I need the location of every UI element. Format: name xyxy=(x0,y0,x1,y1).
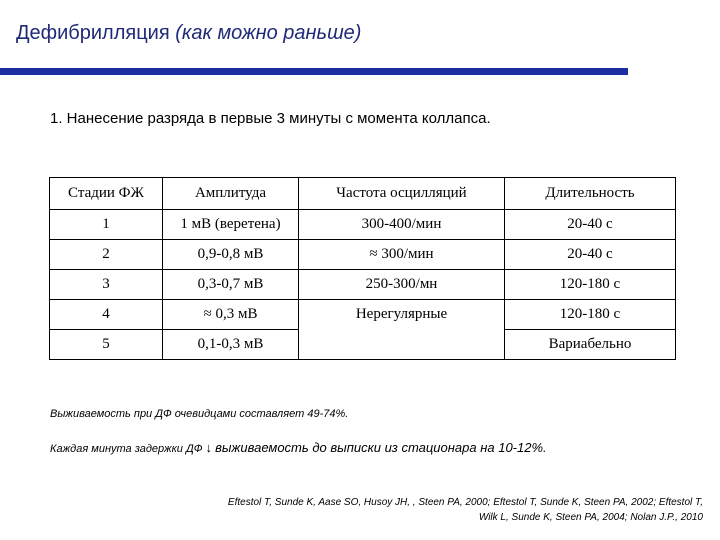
cell-amplitude: 0,3-0,7 мВ xyxy=(163,270,299,300)
cell-frequency: Нерегулярные xyxy=(299,300,505,330)
table-row xyxy=(50,300,676,330)
table-row xyxy=(50,240,676,270)
down-arrow-icon: ↓ xyxy=(205,440,213,455)
cell-amplitude: ≈ 0,3 мВ xyxy=(163,300,299,330)
vf-stages-table xyxy=(49,177,676,360)
header-stage: Стадии ФЖ xyxy=(50,178,163,210)
cell-frequency xyxy=(299,330,505,360)
cell-amplitude: 0,9-0,8 мВ xyxy=(163,240,299,270)
cell-amplitude: 1 мВ (веретена) xyxy=(163,210,299,240)
delay-note-prefix: Каждая минута задержки ДФ xyxy=(50,443,203,455)
delay-note-suffix: выживаемость до выписки из стационара на 10-12%. xyxy=(215,440,547,455)
cell-duration: 20-40 с xyxy=(505,240,676,270)
cell-frequency: ≈ 300/мин xyxy=(299,240,505,270)
cell-duration: 20-40 с xyxy=(505,210,676,240)
cell-stage: 3 xyxy=(50,270,163,300)
point-1: 1. Нанесение разряда в первые 3 минуты с момента коллапса. xyxy=(50,110,491,127)
table-row xyxy=(50,330,676,360)
header-duration: Длительность xyxy=(505,178,676,210)
title-subtitle: (как можно раньше) xyxy=(175,22,362,44)
table-row xyxy=(50,270,676,300)
table-header-row xyxy=(50,178,676,210)
cell-stage: 2 xyxy=(50,240,163,270)
cell-stage: 1 xyxy=(50,210,163,240)
title-main: Дефибрилляция xyxy=(16,22,170,44)
slide-title xyxy=(16,22,361,45)
cell-duration: 120-180 с xyxy=(505,270,676,300)
header-frequency: Частота осцилляций xyxy=(299,178,505,210)
delay-note xyxy=(50,440,547,455)
title-underline xyxy=(0,68,628,75)
cell-duration: Вариабельно xyxy=(505,330,676,360)
cell-frequency: 250-300/мн xyxy=(299,270,505,300)
cell-stage: 5 xyxy=(50,330,163,360)
cell-amplitude: 0,1-0,3 мВ xyxy=(163,330,299,360)
header-amplitude: Амплитуда xyxy=(163,178,299,210)
table-row xyxy=(50,210,676,240)
references-line-1: Eftestol T, Sunde K, Aase SO, Husoy JH, , Steen PA, 2000; Eftestol T, Sunde K, Steen PA, 2002; Eftestol T, xyxy=(227,497,703,508)
cell-frequency: 300-400/мин xyxy=(299,210,505,240)
references xyxy=(205,495,703,525)
references-line-2: Wilk L, Sunde K, Steen PA, 2004; Nolan J.P., 2010 xyxy=(478,512,703,523)
cell-stage: 4 xyxy=(50,300,163,330)
survival-note: Выживаемость при ДФ очевидцами составляет 49-74%. xyxy=(50,408,349,420)
cell-duration: 120-180 с xyxy=(505,300,676,330)
